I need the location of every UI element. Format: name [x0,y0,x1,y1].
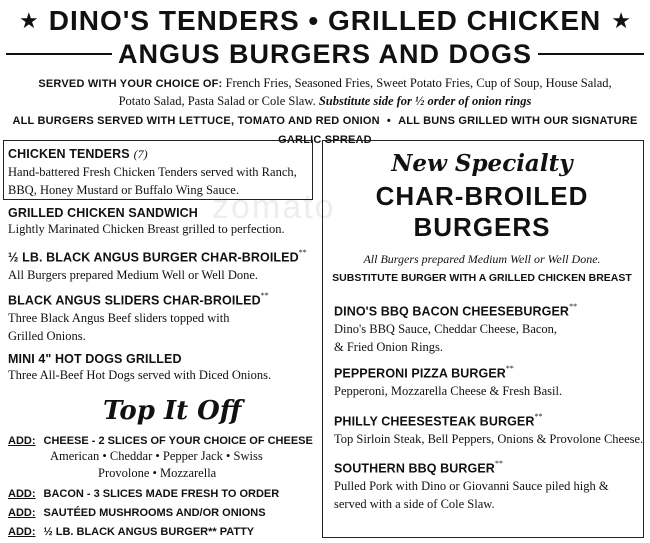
item-desc: Hand-battered Fresh Chicken Tenders served with Ranch, [8,165,297,179]
menu-item-philly [334,412,643,448]
item-desc: BBQ, Honey Mustard or Buffalo Wing Sauce. [8,183,239,197]
item-title: PHILLY CHEESESTEAK BURGER [334,414,535,429]
add-patty [8,524,254,539]
item-count: (7) [133,147,148,161]
item-title: ½ LB. BLACK ANGUS BURGER CHAR-BROILED [8,250,299,265]
sides-list-b: Potato Salad, Pasta Salad or Cole Slaw. [118,94,316,108]
header-line-1 [0,4,650,38]
item-desc: Pulled Pork with Dino or Giovanni Sauce piled high & [334,479,609,494]
star-icon: ★ [19,8,39,33]
item-mark: ** [298,248,307,257]
menu-item-hot-dogs [8,352,271,384]
add-text: BACON - 3 SLICES MADE FRESH TO ORDER [43,488,280,500]
item-desc: Three All-Beef Hot Dogs served with Diced Onions. [8,368,272,382]
substitute-note: Substitute side for ½ order of onion rings [318,94,532,108]
header-rule-right [538,53,644,55]
add-mushrooms [8,505,266,520]
item-title: SOUTHERN BBQ BURGER [334,461,495,476]
item-desc: & Fried Onion Rings. [334,340,444,355]
item-title: BLACK ANGUS SLIDERS CHAR-BROILED [8,293,261,308]
item-mark: ** [494,459,503,468]
item-desc: served with a side of Cole Slaw. [334,497,495,512]
header-line-2 [0,38,650,70]
menu-item-pepperoni [334,364,562,400]
item-desc: Grilled Onions. [8,329,86,344]
add-text: SAUTÉED MUSHROOMS AND/OR ONIONS [43,507,266,519]
specialty-script-title: New Specialty [391,150,573,177]
menu-item-southern-bbq [334,459,609,513]
served-with-label: SERVED WITH YOUR CHOICE OF: [38,78,223,90]
burgers-note: ALL BURGERS SERVED WITH LETTUCE, TOMATO AND RED ONION [12,115,380,127]
specialty-title-1: CHAR-BROILED [375,181,589,211]
served-with-line-2 [0,92,650,110]
add-text: ½ LB. BLACK ANGUS BURGER** PATTY [43,526,255,538]
item-title: MINI 4" HOT DOGS GRILLED [8,352,182,366]
watermark: zomato [212,188,336,226]
add-label: ADD: [8,488,36,500]
cheese-options-2: Provolone • Mozzarella [98,466,217,480]
item-mark: ** [505,364,514,373]
item-mark: ** [260,291,269,300]
bullet: • [386,115,391,127]
menu-item-angus-sliders [8,291,269,345]
served-with-line-1 [0,74,650,93]
specialty-title-2: BURGERS [413,212,551,242]
buns-note: ALL BUNS GRILLED WITH OUR SIGNATURE GARLIC SPREAD [278,115,638,146]
add-bacon [8,486,279,501]
add-label: ADD: [8,526,36,538]
add-label: ADD: [8,435,36,447]
item-desc: Three Black Angus Beef sliders topped with [8,311,230,326]
header-title-2: ANGUS BURGERS AND DOGS [117,38,533,69]
item-desc: Dino's BBQ Sauce, Cheddar Cheese, Bacon, [334,322,558,337]
specialty-note: All Burgers prepared Medium Well or Well Done. [363,252,601,266]
item-title: CHICKEN TENDERS [8,147,130,161]
item-title: PEPPERONI PIZZA BURGER [334,366,506,381]
sides-list-a: French Fries, Seasoned Fries, Sweet Potato Fries, Cup of Soup, House Salad, [225,76,612,90]
top-it-off-title: Top It Off [103,396,242,426]
add-text: CHEESE - 2 SLICES OF YOUR CHOICE OF CHEESE [43,435,313,447]
item-title: GRILLED CHICKEN SANDWICH [8,206,198,220]
add-cheese [8,433,313,448]
header-rule-left [6,53,112,55]
cheese-options-1: American • Cheddar • Pepper Jack • Swiss [50,449,263,463]
item-desc: Top Sirloin Steak, Bell Peppers, Onions & Provolone Cheese. [334,432,644,447]
add-label: ADD: [8,507,36,519]
menu-item-angus-burger [8,248,307,284]
header-title-1: DINO'S TENDERS • GRILLED CHICKEN [48,5,602,36]
item-mark: ** [534,412,543,421]
menu-item-bbq-bacon [334,302,577,356]
item-desc: Pepperoni, Mozzarella Cheese & Fresh Basil. [334,384,563,399]
item-mark: ** [569,302,578,311]
star-icon: ★ [611,8,631,33]
item-desc: All Burgers prepared Medium Well or Well Done. [8,268,259,283]
item-title: DINO'S BBQ BACON CHEESEBURGER [334,304,570,319]
item-desc: Lightly Marinated Chicken Breast grilled to perfection. [8,222,285,236]
specialty-substitute: SUBSTITUTE BURGER WITH A GRILLED CHICKEN BREAST [332,272,632,284]
